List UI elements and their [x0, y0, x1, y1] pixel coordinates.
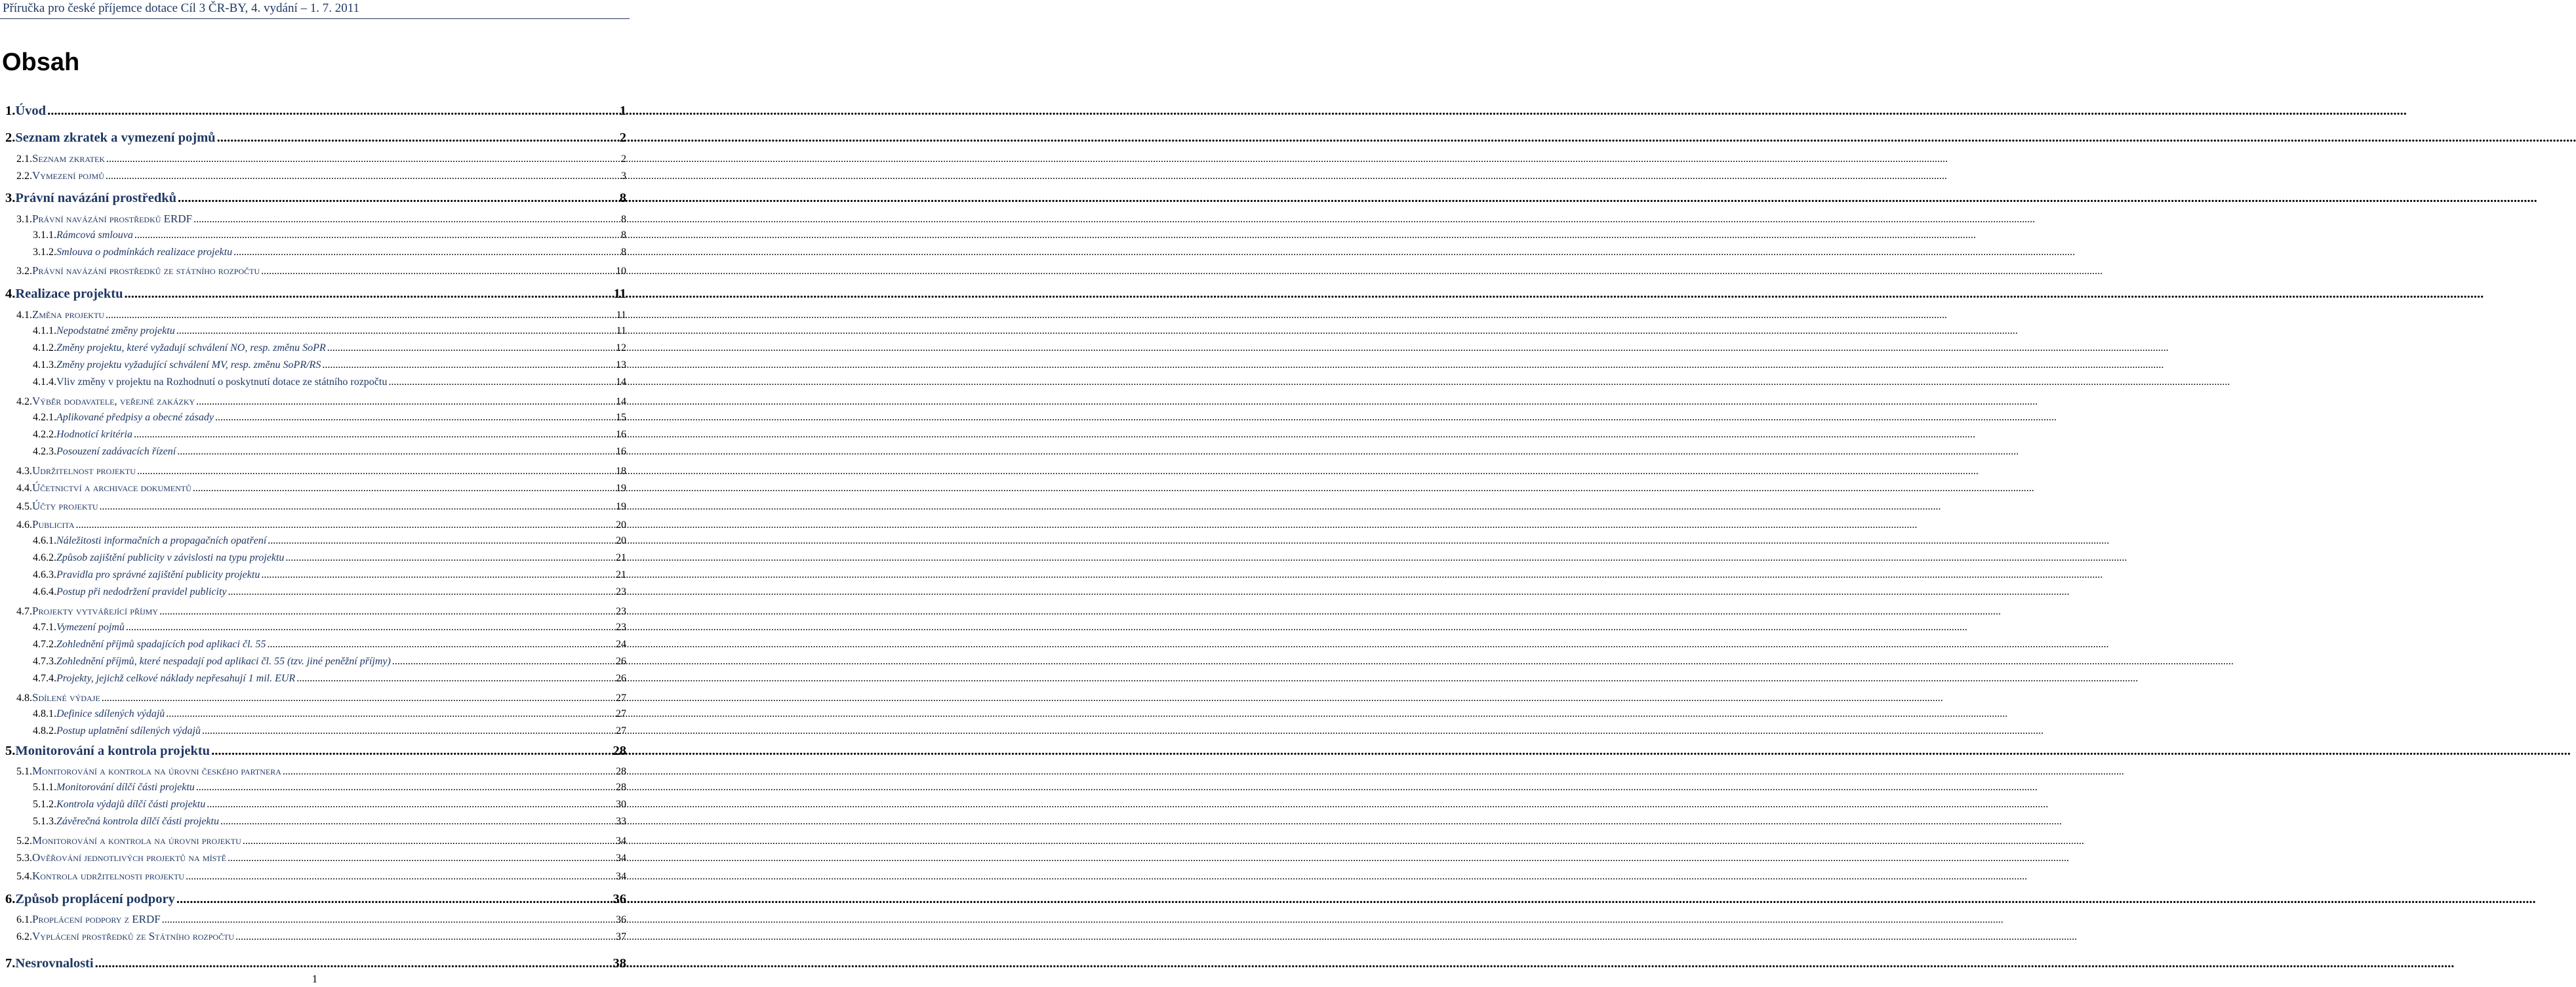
- toc-entry[interactable]: [0, 605, 626, 618]
- toc-entry-page: 13: [616, 359, 626, 371]
- toc-entry-page: 34: [616, 853, 626, 864]
- toc-entry-page: 36: [613, 892, 626, 906]
- toc-entry-label: Kontrola udržitelnosti projektu: [32, 870, 185, 882]
- toc-entry-number: 4.1.1.: [33, 325, 56, 336]
- toc-leader-dots: [76, 519, 615, 531]
- toc-entry-label: Realizace projektu: [15, 287, 123, 301]
- toc-entry[interactable]: [0, 816, 626, 829]
- toc-entry-page: 23: [616, 622, 626, 633]
- toc-entry-number: 4.7.3.: [33, 656, 56, 667]
- toc-entry-number: 4.6.1.: [33, 535, 56, 546]
- toc-leader-dots: [196, 782, 614, 794]
- toc-entry-number: 4.7.1.: [33, 622, 56, 633]
- toc-entry-page: 37: [616, 931, 626, 942]
- toc-leader-dots: [178, 191, 618, 206]
- toc-entry-number: 3.1.: [16, 214, 32, 225]
- toc-leader-dots: [296, 673, 614, 685]
- toc-leader-dots: [95, 956, 612, 971]
- toc-entry-page: 11: [616, 310, 626, 321]
- toc-leader-dots: [177, 446, 614, 458]
- toc-leader-dots: [47, 104, 618, 119]
- toc-entry-page: 28: [613, 744, 626, 758]
- toc-entry-page: 16: [616, 429, 626, 440]
- toc-entry-page: 1: [619, 104, 626, 118]
- toc-entry-page: 23: [616, 606, 626, 617]
- toc-entry-number: 2.2.: [16, 171, 32, 182]
- toc-leader-dots: [137, 466, 614, 477]
- toc-entry[interactable]: [0, 956, 626, 969]
- toc-entry-label: Právní navázání prostředků ERDF: [32, 212, 193, 225]
- toc-entry-label: Hodnoticí kritéria: [56, 429, 132, 440]
- running-header: Příručka pro české příjemce dotace Cíl 3 ČR-BY, 4. vydání – 1. 7. 2011: [3, 1, 360, 15]
- toc-entry[interactable]: [0, 639, 626, 652]
- toc-entry-page: 14: [616, 376, 626, 388]
- toc-entry-page: 19: [616, 501, 626, 512]
- toc-entry[interactable]: [0, 169, 626, 182]
- toc-entry-label: Publicita: [32, 518, 75, 531]
- page-number: 1: [312, 973, 318, 985]
- toc-entry[interactable]: [0, 131, 626, 144]
- toc-leader-dots: [388, 376, 614, 388]
- toc-entry-label: Smlouva o podmínkách realizace projektu: [56, 247, 233, 258]
- toc-entry-label: Udržitelnost projektu: [32, 464, 136, 477]
- toc-entry-label: Posouzení zadávacích řízení: [56, 446, 176, 457]
- toc-leader-dots: [159, 606, 614, 618]
- toc-entry[interactable]: [0, 691, 626, 704]
- toc-entry[interactable]: [0, 446, 626, 459]
- toc-entry-page: 14: [616, 396, 626, 407]
- toc-entry[interactable]: [0, 673, 626, 686]
- toc-entry-number: 5.3.: [16, 853, 32, 864]
- toc-leader-dots: [134, 429, 614, 441]
- toc-entry[interactable]: [0, 744, 626, 757]
- toc-leader-dots: [261, 266, 614, 277]
- toc-entry-label: Seznam zkratek a vymezení pojmů: [15, 131, 216, 145]
- toc-entry-label: Seznam zkratek: [32, 152, 106, 165]
- toc-entry[interactable]: [0, 834, 626, 847]
- toc-entry-number: 4.2.: [16, 396, 32, 407]
- toc-entry-label: Projekty, jejichž celkové náklady nepřesahují 1 mil. EUR: [56, 673, 296, 684]
- toc-entry-page: 10: [616, 266, 626, 277]
- toc-entry-label: Vymezení pojmů: [32, 169, 104, 182]
- toc-entry-page: 3: [621, 171, 626, 182]
- toc-entry-label: Proplácení podpory z ERDF: [32, 913, 161, 925]
- toc-entry-page: 36: [616, 914, 626, 925]
- toc-entry-page: 27: [616, 708, 626, 719]
- toc-leader-dots: [261, 569, 614, 581]
- toc-leader-dots: [283, 766, 614, 778]
- toc-entry-page: 26: [616, 656, 626, 667]
- toc-entry-label: Definice sdílených výdajů: [56, 708, 165, 719]
- toc-leader-dots: [176, 892, 612, 907]
- toc-leader-dots: [228, 586, 614, 598]
- toc-entry-number: 4.6.: [16, 519, 32, 531]
- toc-entry[interactable]: [0, 429, 626, 442]
- toc-entry-page: 11: [616, 325, 626, 336]
- toc-entry-number: 4.3.: [16, 466, 32, 477]
- toc-entry-label: Účetnictví a archivace dokumentů: [32, 481, 191, 494]
- toc-leader-dots: [176, 325, 615, 337]
- toc-entry-label: Ověřování jednotlivých projektů na místě: [32, 851, 226, 864]
- toc-entry-label: Nepodstatné změny projektu: [56, 325, 175, 336]
- toc-entry-number: 7.: [5, 956, 16, 971]
- toc-leader-dots: [193, 214, 620, 226]
- toc-entry-page: 8: [619, 191, 626, 205]
- page-title: Obsah: [2, 49, 80, 76]
- toc-leader-dots: [207, 799, 614, 811]
- toc-entry-page: 11: [613, 287, 626, 301]
- toc-entry-number: 3.1.2.: [33, 247, 56, 258]
- toc-entry-number: 5.1.: [16, 766, 32, 777]
- toc-entry-page: 8: [621, 230, 626, 241]
- toc-leader-dots: [322, 359, 614, 371]
- toc-entry-number: 1.: [5, 104, 16, 118]
- toc-leader-dots: [327, 342, 614, 354]
- toc-entry-label: Kontrola výdajů dílčí části projektu: [56, 799, 206, 810]
- toc-entry[interactable]: [0, 308, 626, 321]
- toc-entry-label: Právní navázání prostředků ze státního rozpočtu: [32, 264, 260, 277]
- toc-entry-page: 20: [616, 535, 626, 546]
- toc-entry-label: Výběr dodavatele, veřejné zakázky: [32, 395, 195, 407]
- toc-leader-dots: [243, 836, 614, 847]
- toc-entry-number: 4.6.4.: [33, 586, 56, 597]
- toc-entry-number: 6.1.: [16, 914, 32, 925]
- toc-entry-label: Vyplácení prostředků ze Státního rozpočtu: [32, 930, 235, 942]
- toc-entry[interactable]: [0, 395, 626, 408]
- toc-entry-number: 4.8.2.: [33, 725, 56, 736]
- toc-entry-label: Náležitosti informačních a propagačních opatření: [56, 535, 267, 546]
- toc-leader-dots: [106, 171, 620, 182]
- toc-entry[interactable]: [0, 464, 626, 477]
- toc-entry-page: 24: [616, 639, 626, 650]
- toc-entry-page: 20: [616, 519, 626, 531]
- toc-entry-number: 4.8.1.: [33, 708, 56, 719]
- toc-leader-dots: [211, 744, 611, 759]
- toc-entry-label: Způsob zajištění publicity v závislosti na typu projektu: [56, 552, 285, 563]
- toc-entry-number: 4.4.: [16, 483, 32, 494]
- toc-leader-dots: [126, 622, 614, 634]
- toc-entry-page: 19: [616, 483, 626, 494]
- toc-entry-number: 4.2.2.: [33, 429, 56, 440]
- toc-entry-number: 2.1.: [16, 153, 32, 165]
- toc-entry-number: 4.7.2.: [33, 639, 56, 650]
- toc-entry-number: 4.6.2.: [33, 552, 56, 563]
- toc-leader-dots: [186, 871, 614, 883]
- toc-entry-number: 4.1.3.: [33, 359, 56, 371]
- toc-entry-page: 16: [616, 446, 626, 457]
- toc-entry-label: Účty projektu: [32, 500, 98, 512]
- toc-leader-dots: [392, 656, 614, 668]
- toc-entry[interactable]: [0, 622, 626, 635]
- toc-leader-dots: [134, 230, 620, 241]
- toc-entry[interactable]: [0, 930, 626, 943]
- toc-entry[interactable]: [0, 287, 626, 300]
- toc-entry-label: Úvod: [15, 104, 47, 118]
- toc-entry-label: Změny projektu vyžadující schválení MV, resp. změnu SoPR/RS: [56, 359, 321, 371]
- toc-entry-label: Změna projektu: [32, 308, 104, 321]
- toc-entry-number: 3.1.1.: [33, 230, 56, 241]
- toc-entry-page: 27: [616, 693, 626, 704]
- toc-entry-label: Monitorování a kontrola na úrovni českého partnera: [32, 765, 281, 777]
- toc-entry[interactable]: [0, 725, 626, 738]
- toc-entry[interactable]: [0, 518, 626, 531]
- toc-entry[interactable]: [0, 535, 626, 548]
- toc-entry-number: 2.: [5, 131, 16, 145]
- toc-entry[interactable]: [0, 104, 626, 117]
- toc-entry-label: Závěrečná kontrola dílčí části projektu: [56, 816, 219, 827]
- toc-entry-number: 4.2.3.: [33, 446, 56, 457]
- toc-entry-label: Projekty vytvářející příjmy: [32, 605, 158, 617]
- toc-leader-dots: [235, 931, 614, 943]
- toc-leader-dots: [233, 247, 620, 258]
- toc-entry-number: 4.5.: [16, 501, 32, 512]
- toc-entry-number: 4.1.2.: [33, 342, 56, 353]
- toc-entry-label: Pravidla pro správné zajištění publicity projektu: [56, 569, 260, 580]
- toc-leader-dots: [268, 639, 614, 651]
- toc-entry-label: Aplikované předpisy a obecné zásady: [56, 412, 214, 423]
- toc-entry[interactable]: [0, 325, 626, 338]
- toc-entry-label: Vliv změny v projektu na Rozhodnutí o poskytnutí dotace ze státního rozpočtu: [56, 376, 388, 388]
- toc-entry[interactable]: [0, 230, 626, 243]
- toc-entry-page: 18: [616, 466, 626, 477]
- toc-entry-page: 2: [619, 131, 626, 145]
- toc-entry[interactable]: [0, 569, 626, 582]
- toc-leader-dots: [106, 153, 620, 165]
- toc-entry-number: 5.2.: [16, 836, 32, 847]
- toc-entry[interactable]: [0, 342, 626, 355]
- document-page: [0, 0, 630, 987]
- toc-entry-page: 21: [616, 569, 626, 580]
- toc-entry-label: Monitorování a kontrola projektu: [15, 744, 211, 758]
- toc-entry-number: 4.8.: [16, 693, 32, 704]
- toc-entry[interactable]: [0, 892, 626, 905]
- toc-entry-label: Vymezení pojmů: [56, 622, 125, 633]
- toc-entry-number: 4.2.1.: [33, 412, 56, 423]
- toc-entry-label: Postup při nedodržení pravidel publicity: [56, 586, 227, 597]
- toc-leader-dots: [106, 310, 615, 321]
- toc-leader-dots: [196, 396, 614, 408]
- toc-entry-label: Změny projektu, které vyžadují schválení NO, resp. změnu SoPR: [56, 342, 326, 353]
- toc-entry-page: 28: [616, 766, 626, 777]
- toc-entry-label: Sdílené výdaje: [32, 691, 100, 704]
- toc-entry-label: Rámcová smlouva: [56, 230, 133, 241]
- toc-entry-number: 3.: [5, 191, 16, 205]
- toc-entry-number: 5.1.2.: [33, 799, 56, 810]
- toc-entry-number: 6.2.: [16, 931, 32, 942]
- toc-entry-page: 27: [616, 725, 626, 736]
- toc-entry-page: 8: [621, 247, 626, 258]
- toc-entry-page: 26: [616, 673, 626, 684]
- toc-entry[interactable]: [0, 765, 626, 778]
- toc-entry[interactable]: [0, 870, 626, 883]
- toc-entry-label: Nesrovnalosti: [15, 956, 94, 971]
- toc-leader-dots: [228, 853, 614, 864]
- toc-entry[interactable]: [0, 500, 626, 513]
- toc-entry-label: Právní navázání prostředků: [15, 191, 177, 205]
- toc-entry-page: 34: [616, 836, 626, 847]
- toc-leader-dots: [202, 725, 614, 737]
- toc-entry[interactable]: [0, 552, 626, 565]
- toc-entry[interactable]: [0, 359, 626, 373]
- toc-entry-label: Postup uplatnění sdílených výdajů: [56, 725, 201, 736]
- toc-entry-page: 34: [616, 871, 626, 882]
- toc-entry[interactable]: [0, 264, 626, 277]
- toc-leader-dots: [125, 287, 613, 302]
- toc-entry[interactable]: [0, 152, 626, 165]
- toc-leader-dots: [268, 535, 614, 547]
- toc-entry-number: 4.: [5, 287, 16, 301]
- toc-entry[interactable]: [0, 212, 626, 226]
- toc-entry-number: 6.: [5, 892, 16, 906]
- toc-leader-dots: [217, 131, 618, 146]
- toc-entry-label: Způsob proplácení podpory: [15, 892, 175, 906]
- toc-entry-number: 4.6.3.: [33, 569, 56, 580]
- toc-leader-dots: [220, 816, 614, 828]
- toc-entry-page: 21: [616, 552, 626, 563]
- toc-entry-label: Monitorování a kontrola na úrovni projektu: [32, 834, 241, 847]
- toc-entry-page: 2: [621, 153, 626, 165]
- toc-leader-dots: [215, 412, 614, 424]
- toc-entry-page: 12: [616, 342, 626, 353]
- toc-entry[interactable]: [0, 376, 626, 390]
- toc-entry-page: 15: [616, 412, 626, 423]
- toc-entry-label: Zohlednění příjmů, které nespadají pod aplikaci čl. 55 (tzv. jiné peněžní příjmy): [56, 656, 391, 667]
- toc-entry[interactable]: [0, 481, 626, 494]
- toc-entry[interactable]: [0, 782, 626, 795]
- toc-entry-number: 3.2.: [16, 266, 32, 277]
- toc-entry-page: 30: [616, 799, 626, 810]
- toc-entry-number: 5.: [5, 744, 16, 758]
- toc-entry-number: 4.1.4.: [33, 376, 56, 388]
- toc-entry[interactable]: [0, 851, 626, 864]
- toc-entry[interactable]: [0, 247, 626, 260]
- toc-entry-page: 33: [616, 816, 626, 827]
- toc-leader-dots: [166, 708, 614, 720]
- toc-entry-page: 23: [616, 586, 626, 597]
- toc-leader-dots: [100, 501, 614, 513]
- toc-leader-dots: [162, 914, 614, 926]
- toc-entry-number: 5.4.: [16, 871, 32, 882]
- toc-entry[interactable]: [0, 708, 626, 721]
- toc-entry-number: 4.7.4.: [33, 673, 56, 684]
- toc-entry-number: 4.7.: [16, 606, 32, 617]
- toc-entry-number: 5.1.3.: [33, 816, 56, 827]
- toc-entry-page: 28: [616, 782, 626, 793]
- toc-entry-page: 38: [613, 956, 626, 971]
- toc-entry[interactable]: [0, 913, 626, 926]
- toc-leader-dots: [193, 483, 614, 494]
- header-rule: [0, 18, 630, 19]
- toc-entry-number: 4.1.: [16, 310, 32, 321]
- toc-entry-label: Monitorování dílčí části projektu: [56, 782, 195, 793]
- toc-leader-dots: [102, 693, 614, 704]
- toc-entry[interactable]: [0, 656, 626, 669]
- toc-entry[interactable]: [0, 412, 626, 425]
- toc-entry-number: 5.1.1.: [33, 782, 56, 793]
- toc-entry[interactable]: [0, 191, 626, 204]
- toc-entry[interactable]: [0, 586, 626, 599]
- toc-entry-page: 8: [621, 214, 626, 225]
- toc-entry-label: Zohlednění příjmů spadajících pod aplikaci čl. 55: [56, 639, 266, 650]
- toc-entry[interactable]: [0, 799, 626, 812]
- toc-leader-dots: [285, 552, 614, 564]
